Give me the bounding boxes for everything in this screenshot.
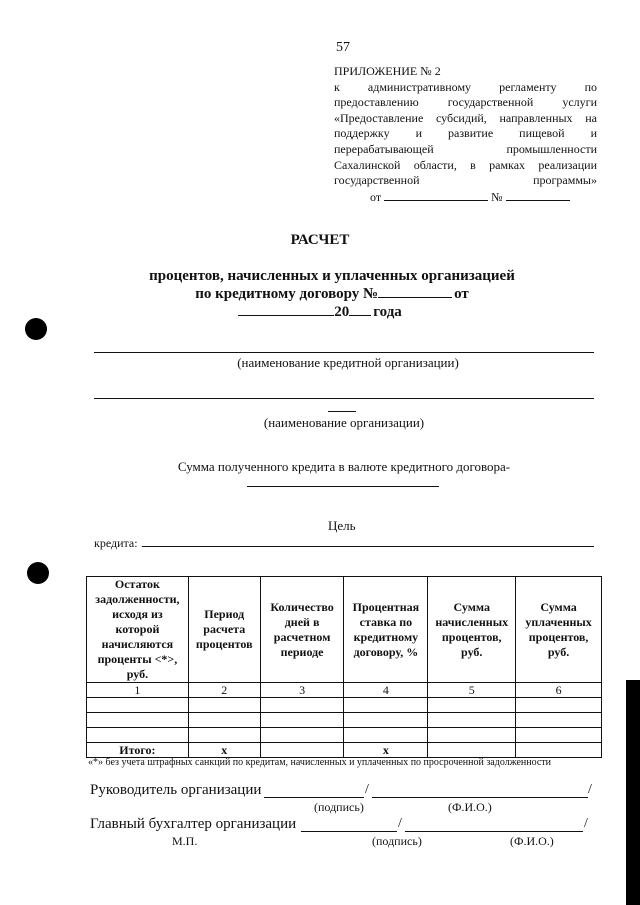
table-cell[interactable] xyxy=(344,698,428,713)
org-caption: (наименование организации) xyxy=(263,415,425,430)
total-cell[interactable] xyxy=(516,743,602,758)
table-cell[interactable] xyxy=(428,698,516,713)
annex-line: перерабатывающей промышленности xyxy=(334,141,597,156)
column-number: 3 xyxy=(260,683,344,698)
total-cell[interactable] xyxy=(428,743,516,758)
org-field[interactable] xyxy=(94,398,594,399)
loan-sum-field[interactable] xyxy=(247,486,439,487)
table-cell[interactable] xyxy=(516,698,602,713)
contract-number-field[interactable] xyxy=(378,286,452,298)
table-row xyxy=(87,713,602,728)
table-cell[interactable] xyxy=(188,728,260,743)
annex-block xyxy=(334,64,597,205)
table-row xyxy=(87,728,602,743)
document-subtitle-line-2 xyxy=(12,286,640,303)
document-subtitle-line-3 xyxy=(0,304,640,321)
table-cell[interactable] xyxy=(516,713,602,728)
table-cell[interactable] xyxy=(87,698,189,713)
column-header: Остаток задолженности, исходя из которой начисляются проценты <*>, руб. xyxy=(87,577,189,683)
annex-number-prefix: № xyxy=(491,189,503,204)
table-cell[interactable] xyxy=(260,728,344,743)
column-header: Сумма уплаченных процентов, руб. xyxy=(516,577,602,683)
table-row xyxy=(87,698,602,713)
total-label: Итого: xyxy=(87,743,189,758)
footnote: «*» без учета штрафных санкций по кредитам, начисленных и уплаченных по просроченной задолженности xyxy=(88,757,552,768)
slash: / xyxy=(588,782,592,797)
table-header-row xyxy=(87,577,602,683)
annex-line: государственной программы» xyxy=(334,173,597,188)
interest-calculation-table xyxy=(86,576,602,758)
column-number: 6 xyxy=(516,683,602,698)
accountant-signature-field[interactable] xyxy=(301,831,397,832)
table-cell[interactable] xyxy=(87,728,189,743)
table-cell[interactable] xyxy=(188,698,260,713)
head-signature-label: Руководитель организации xyxy=(90,782,262,798)
table-cell[interactable] xyxy=(516,728,602,743)
annex-line: поддержку и развитие пищевой и xyxy=(334,126,597,141)
accountant-fio-caption: (Ф.И.О.) xyxy=(510,834,554,848)
annex-date-prefix: от xyxy=(370,189,382,204)
year-field[interactable] xyxy=(349,304,371,316)
head-sign-caption: (подпись) xyxy=(314,800,364,814)
annex-number-field[interactable] xyxy=(506,189,570,201)
year-suffix: года xyxy=(373,304,402,320)
scan-edge-shadow xyxy=(626,680,640,905)
column-header: Процентная ставка по кредитному договору, % xyxy=(344,577,428,683)
table-cell[interactable] xyxy=(260,698,344,713)
table-cell[interactable] xyxy=(344,713,428,728)
year-prefix: 20 xyxy=(334,304,350,320)
column-number: 1 xyxy=(87,683,189,698)
total-row xyxy=(87,743,602,758)
loan-sum-label: Сумма полученного кредита в валюте кредитного договора- xyxy=(177,459,511,474)
accountant-signature-label: Главный бухгалтер организации xyxy=(90,816,297,832)
head-name-field[interactable] xyxy=(372,797,588,798)
slash: / xyxy=(398,816,402,831)
head-fio-caption: (Ф.И.О.) xyxy=(448,800,492,814)
table-cell[interactable] xyxy=(344,728,428,743)
table-cell[interactable] xyxy=(428,728,516,743)
annex-date-line xyxy=(334,189,597,206)
head-signature-field[interactable] xyxy=(264,797,364,798)
document-title: РАСЧЕТ xyxy=(290,232,350,248)
column-number-row xyxy=(87,683,602,698)
stamp-label: М.П. xyxy=(172,834,198,848)
column-number: 2 xyxy=(188,683,260,698)
contract-date-prefix: от xyxy=(454,286,469,302)
column-header: Период расчета процентов xyxy=(188,577,260,683)
annex-line: к административному регламенту по xyxy=(334,79,597,94)
total-cell: х xyxy=(344,743,428,758)
credit-org-field[interactable] xyxy=(94,352,594,353)
purpose-label-credit: кредита: xyxy=(94,536,138,550)
column-number: 5 xyxy=(428,683,516,698)
punch-hole-top xyxy=(25,318,47,340)
annex-heading: ПРИЛОЖЕНИЕ № 2 xyxy=(334,64,441,78)
slash: / xyxy=(365,782,369,797)
contract-date-field[interactable] xyxy=(238,304,334,316)
credit-org-caption: (наименование кредитной организации) xyxy=(237,355,459,370)
slash: / xyxy=(584,816,588,831)
accountant-name-field[interactable] xyxy=(405,831,583,832)
column-header: Количество дней в расчетном периоде xyxy=(260,577,344,683)
column-header: Сумма начисленных процентов, руб. xyxy=(428,577,516,683)
table-cell[interactable] xyxy=(87,713,189,728)
table-cell[interactable] xyxy=(428,713,516,728)
column-number: 4 xyxy=(344,683,428,698)
annex-date-field[interactable] xyxy=(384,189,488,201)
annex-line: «Предоставление субсидий, направленных на xyxy=(334,110,597,125)
contract-number-prefix: по кредитному договору № xyxy=(195,286,379,302)
table-cell[interactable] xyxy=(260,713,344,728)
document-subtitle-line-1: процентов, начисленных и уплаченных организацией xyxy=(149,268,515,284)
accountant-sign-caption: (подпись) xyxy=(372,834,422,848)
table-cell[interactable] xyxy=(188,713,260,728)
purpose-label: Цель xyxy=(328,518,356,533)
annex-line: предоставлению государственной услуги xyxy=(334,95,597,110)
total-cell: х xyxy=(188,743,260,758)
annex-line: Сахалинской области, в рамках реализации xyxy=(334,157,597,172)
page-number: 57 xyxy=(336,40,350,55)
punch-hole-bottom xyxy=(27,562,49,584)
total-cell[interactable] xyxy=(260,743,344,758)
org-field-short-mark xyxy=(328,411,356,412)
purpose-field[interactable] xyxy=(142,546,594,547)
